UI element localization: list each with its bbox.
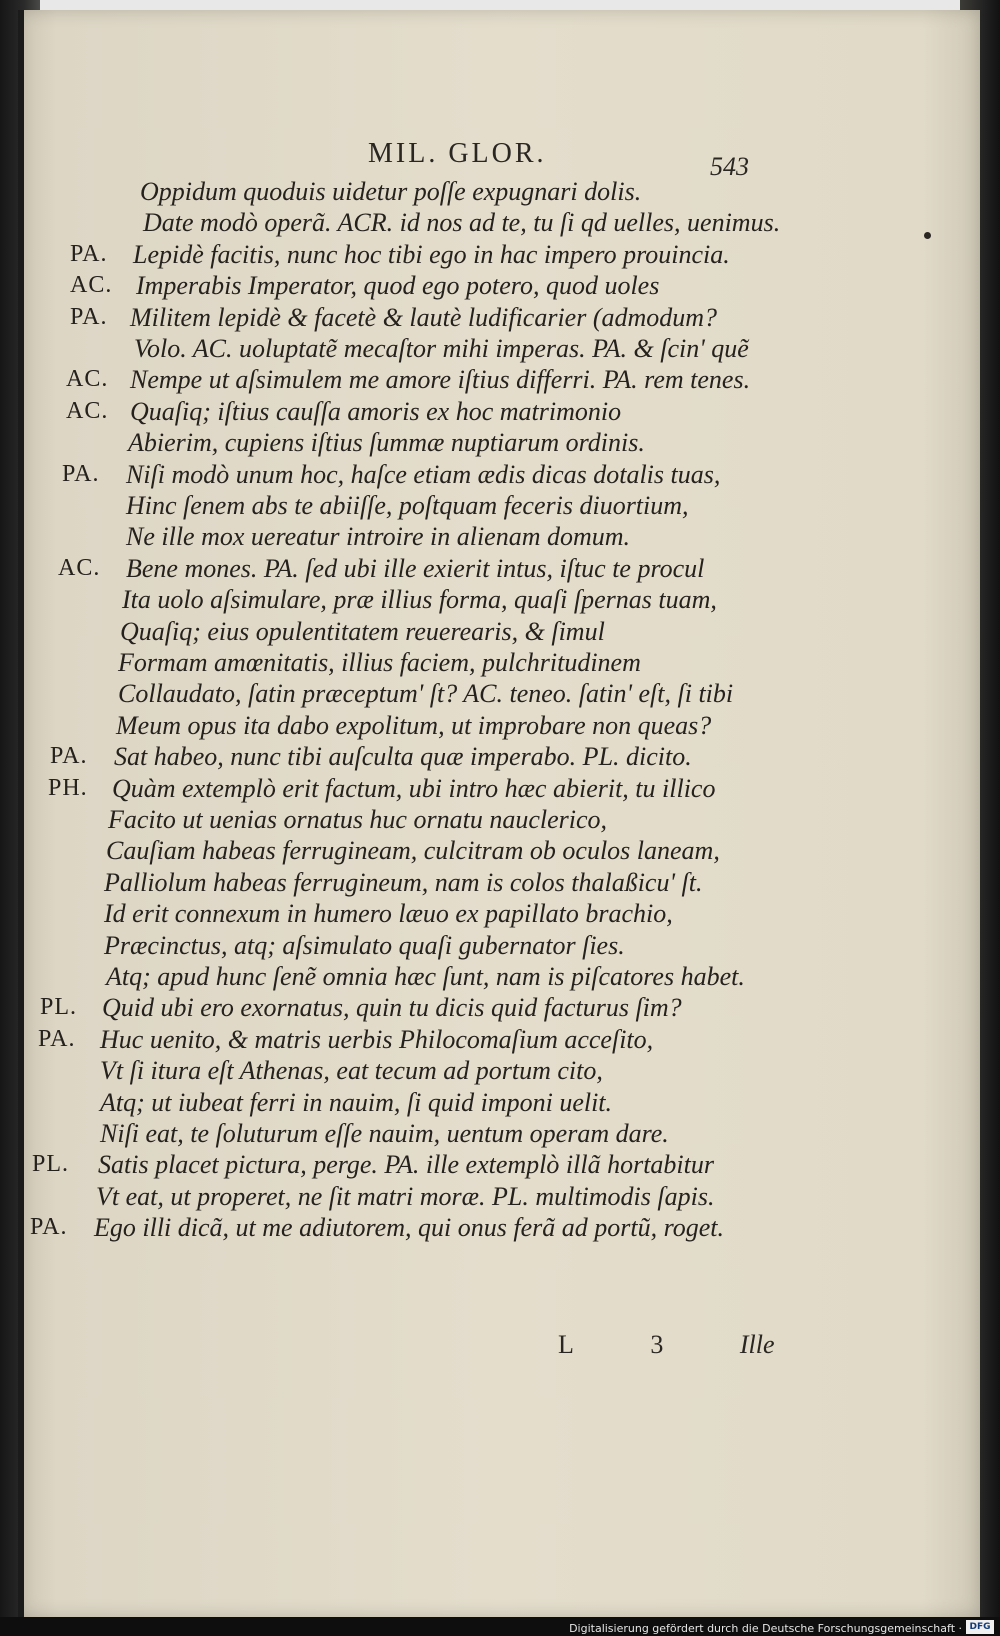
signature-number: 3	[650, 1330, 664, 1359]
verse-text: Lepidè facitis, nunc hoc tibi ego in hac impero prouincia.	[133, 239, 730, 269]
verse-line	[18, 991, 958, 1024]
verse-line	[18, 520, 958, 553]
verse-line	[18, 552, 958, 585]
verse-line	[18, 269, 958, 302]
verse-line	[18, 175, 958, 208]
verse-line	[18, 363, 958, 396]
verse-line	[18, 583, 958, 616]
verse-line	[18, 1180, 958, 1213]
verse-line	[18, 301, 958, 334]
verse-text: Nempe ut aſsimulem me amore iſtius differri. PA. rem tenes.	[130, 365, 751, 395]
verse-text: Atq; apud hunc ſenẽ omnia hæc ſunt, nam is piſcatores habet.	[106, 962, 745, 991]
verse-line	[18, 646, 958, 679]
verse-text: Date modò operã. ACR. id nos ad te, tu ſi qd uelles, uenimus.	[143, 208, 781, 238]
verse-line	[18, 1054, 958, 1087]
verse-line	[18, 772, 958, 805]
dfg-credit-bar	[0, 1617, 1000, 1636]
speaker-label: AC.	[58, 554, 101, 581]
verse-text: Quid ubi ero exornatus, quin tu dicis quid facturus ſim?	[102, 993, 682, 1023]
verse-line	[18, 866, 958, 899]
verse-text: Imperabis Imperator, quod ego potero, quod uoles	[136, 271, 660, 301]
verse-text: Huc uenito, & matris uerbis Philocomaſium acceſito,	[100, 1024, 654, 1054]
verse-line	[18, 740, 958, 773]
speaker-label: PA.	[70, 303, 108, 330]
verse-text: Formam amœnitatis, illius faciem, pulchritudinem	[118, 648, 641, 677]
verse-text: Ego illi dicã, ut me adiutorem, qui onus ferã ad portũ, roget.	[94, 1213, 724, 1243]
speaker-label: AC.	[70, 272, 113, 299]
verse-text: Abierim, cupiens iſtius ſummæ nuptiarum ordinis.	[128, 428, 645, 458]
verse-line	[18, 238, 958, 271]
verse-text: Satis placet pictura, perge. PA. ille extemplò illã hortabitur	[98, 1150, 714, 1180]
verse-text: Vt eat, ut properet, ne ſit matri moræ. PL. multimodis ſapis.	[96, 1181, 715, 1211]
verse-text: Collaudato, ſatin præceptum' ſt? AC. teneo. ſatin' eſt, ſi tibi	[118, 679, 734, 709]
verse-text: Hinc ſenem abs te abiiſſe, poſtquam feceris diuortium,	[126, 491, 689, 520]
verse-text: Palliolum habeas ferrugineum, nam is colos thalaßicu' ſt.	[104, 867, 703, 897]
verse-line	[18, 897, 958, 930]
page-number: 543	[710, 152, 749, 181]
verse-text: Quaſiq; iſtius cauſſa amoris ex hoc matrimonio	[130, 396, 622, 426]
verse-text: Ita uolo aſsimulare, præ illius forma, quaſi ſpernas tuam,	[122, 585, 717, 615]
verse-text: Volo. AC. uoluptatẽ mecaſtor mihi imperas. PA. & ſcin' quẽ	[134, 334, 749, 363]
speaker-label: PA.	[70, 240, 108, 267]
catchword: Ille	[739, 1330, 775, 1359]
verse-line	[18, 1117, 958, 1150]
verse-line	[18, 426, 958, 459]
verse-line	[18, 677, 958, 710]
speaker-label: PH.	[48, 774, 88, 801]
dfg-logo-icon: DFG	[966, 1620, 994, 1634]
verse-line	[18, 1148, 958, 1181]
verse-line	[18, 458, 958, 491]
speaker-label: AC.	[66, 397, 109, 424]
dfg-credit-text: Digitalisierung gefördert durch die Deutsche Forschungsgemeinschaft ·	[569, 1622, 962, 1635]
verse-text: Atq; ut iubeat ferri in nauim, ſi quid imponi uelit.	[100, 1087, 613, 1117]
ink-spot	[924, 232, 931, 239]
verse-line	[18, 960, 958, 993]
verse-text: Niſi eat, te ſoluturum eſſe nauim, uentum operam dare.	[100, 1119, 669, 1148]
verse-line	[18, 1086, 958, 1119]
verse-line	[18, 332, 958, 365]
verse-text: Ne ille mox uereatur introire in alienam domum.	[126, 522, 631, 552]
speaker-label: PL.	[40, 994, 78, 1021]
verse-line	[18, 929, 958, 962]
verse-text: Militem lepidè & facetè & lautè ludificarier (admodum?	[130, 302, 718, 332]
running-head: MIL. GLOR.	[368, 138, 547, 169]
signature-letter: L	[558, 1330, 574, 1359]
verse-line	[18, 615, 958, 648]
speaker-label: PA.	[62, 460, 100, 487]
speaker-label: PL.	[32, 1151, 70, 1178]
verse-line	[18, 206, 958, 239]
verse-text: Quaſiq; eius opulentitatem reuerearis, & ſimul	[120, 616, 605, 646]
verse-line	[18, 803, 958, 836]
verse-text: Id erit connexum in humero læuo ex papillato brachio,	[104, 899, 673, 929]
verse-line	[18, 1211, 958, 1244]
verse-text: Meum opus ita dabo expolitum, ut improbare non queas?	[116, 710, 712, 740]
verse-line	[18, 1023, 958, 1056]
verse-text: Quàm extemplò erit factum, ubi intro hæc abierit, tu illico	[112, 773, 716, 803]
verse-text: Facito ut uenias ornatus huc ornatu nauclerico,	[108, 805, 608, 834]
speaker-label: AC.	[66, 366, 109, 393]
verse-text: Oppidum quoduis uidetur poſſe expugnari dolis.	[140, 177, 642, 206]
verse-text: Cauſiam habeas ferrugineam, culcitram ob oculos laneam,	[106, 836, 720, 866]
speaker-label: PA.	[30, 1214, 68, 1241]
book-page	[18, 10, 980, 1617]
verse-text: Bene mones. PA. ſed ubi ille exierit intus, iſtuc te procul	[126, 553, 705, 583]
verse-line	[18, 489, 958, 522]
speaker-label: PA.	[38, 1025, 76, 1052]
speaker-label: PA.	[50, 743, 88, 770]
verse-text: Niſi modò unum hoc, haſce etiam ædis dicas dotalis tuas,	[126, 459, 721, 489]
verse-line	[18, 709, 958, 742]
verse-line	[18, 395, 958, 428]
verse-text: Vt ſi itura eſt Athenas, eat tecum ad portum cito,	[100, 1056, 603, 1086]
verse-text: Sat habeo, nunc tibi auſculta quæ imperabo. PL. dicito.	[114, 742, 692, 772]
verse-line	[18, 834, 958, 867]
verse-text: Præcinctus, atq; aſsimulato quaſi gubernator ſies.	[104, 930, 625, 960]
page-footer	[558, 1330, 775, 1360]
